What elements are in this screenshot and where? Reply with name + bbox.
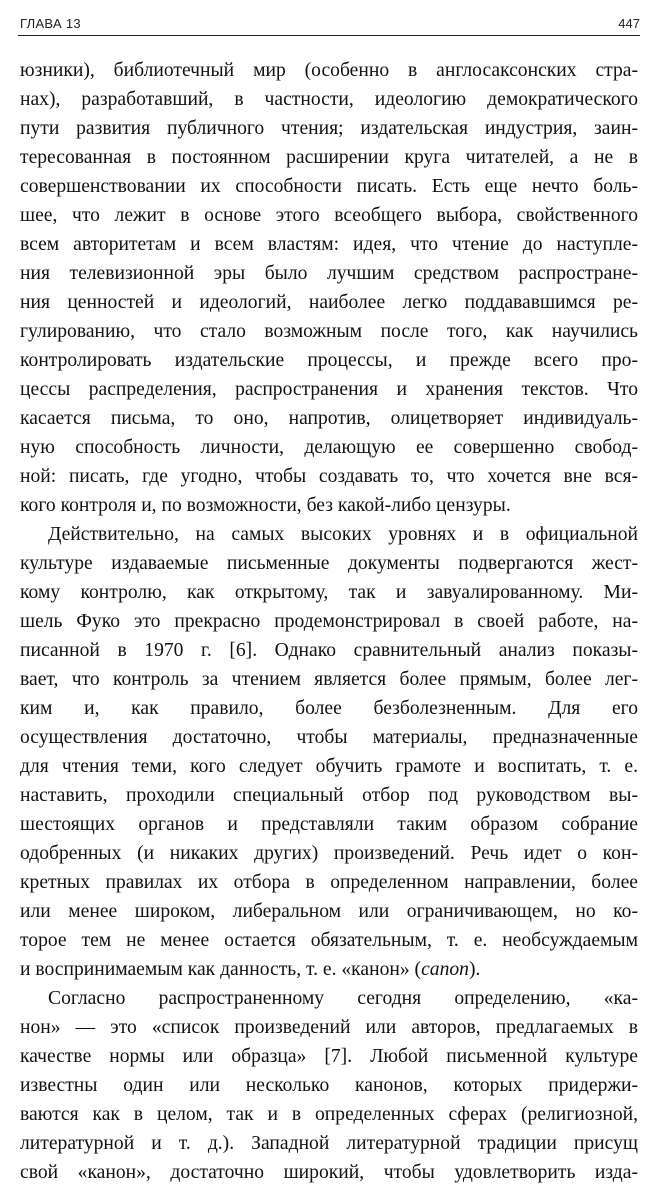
text-line: ваются как в целом, так и в определенных сферах (религиозной,	[20, 1104, 638, 1125]
text-line: цессы распределения, распространения и хранения текстов. Что	[20, 379, 638, 400]
text-line: кого контроля и, по возможности, без какой-либо цензуры.	[20, 495, 511, 516]
text-line: известны один или несколько канонов, которых придержи-	[20, 1075, 638, 1096]
text-line: свой «канон», достаточно широкий, чтобы удовлетворить изда-	[20, 1162, 638, 1183]
text-line: нон» — это «список произведений или авторов, предлагаемых в	[20, 1017, 638, 1038]
text-line: или менее широком, либеральном или ограничивающем, но ко-	[20, 901, 638, 922]
text-line: пути развития публичного чтения; издательская индустрия, заин-	[20, 118, 638, 139]
text-line: тересованная в постоянном расширении круга читателей, а не в	[20, 147, 638, 168]
text-line: наставить, проходили специальный отбор под руководством вы-	[20, 785, 638, 806]
text-line: литературной и т. д.). Западной литературной традиции присущ	[20, 1133, 638, 1154]
text-line: ния телевизионной эры было лучшим средством распростране-	[20, 263, 638, 284]
chapter-title: ГЛАВА 13	[20, 16, 81, 31]
text-line: качестве нормы или образца» [7]. Любой письменной культуре	[20, 1046, 638, 1067]
text-line: ния ценностей и идеологий, наиболее легко поддававшимся ре-	[20, 292, 638, 313]
text-line: Действительно, на самых высоких уровнях и в официальной	[48, 524, 638, 545]
header-divider	[18, 35, 640, 36]
text-line: нах), разработавший, в частности, идеологию демократического	[20, 89, 638, 110]
text-line: шель Фуко это прекрасно продемонстрировал в своей работе, на-	[20, 611, 638, 632]
running-header	[20, 10, 640, 32]
text-line: культуре издаваемые письменные документы подвергаются жест-	[20, 553, 638, 574]
text-line: совершенствовании их способности писать. Есть еще нечто боль-	[20, 176, 638, 197]
text-line: всем авторитетам и всем властям: идея, что чтение до наступле-	[20, 234, 638, 255]
text-line: для чтения теми, кого следует обучить грамоте и воспитать, т. е.	[20, 756, 638, 777]
text-line: шее, что лежит в основе этого всеобщего выбора, свойственного	[20, 205, 638, 226]
text-line: касается письма, то оно, напротив, олицетворяет индивидуаль-	[20, 408, 638, 429]
text-line: гулированию, что стало возможным после того, как научились	[20, 321, 638, 342]
text-line: одобренных (и никаких других) произведений. Речь идет о кон-	[20, 843, 638, 864]
text-line: писанной в 1970 г. [6]. Однако сравнительный анализ показы-	[20, 640, 638, 661]
page-number: 447	[618, 16, 640, 31]
text-line: ную способность личности, делающую ее совершенно свобод-	[20, 437, 638, 458]
text-line: Согласно распространенному сегодня определению, «ка-	[48, 988, 638, 1009]
text-line: и воспринимаемым как данность, т. е. «канон» (canon).	[20, 959, 481, 980]
text-line: контролировать издательские процессы, и прежде всего про-	[20, 350, 638, 371]
text-line: вает, что контроль за чтением является более прямым, более лег-	[20, 669, 638, 690]
text-line: ким и, как правило, более безболезненным. Для его	[20, 698, 638, 719]
text-line: шестоящих органов и представляли таким образом собрание	[20, 814, 638, 835]
text-line: осуществления достаточно, чтобы материалы, предназначенные	[20, 727, 638, 748]
text-line: кому контролю, как открытому, так и завуалированному. Ми-	[20, 582, 638, 603]
text-line: торое тем не менее остается обязательным, т. е. необсуждаемым	[20, 930, 638, 951]
text-line: кретных правилах их отбора в определенном направлении, более	[20, 872, 638, 893]
text-line: ной: писать, где угодно, чтобы создавать то, что хочется вне вся-	[20, 466, 638, 487]
text-line: юзники), библиотечный мир (особенно в англосаксонских стра-	[20, 60, 638, 81]
body-text	[20, 56, 638, 1187]
